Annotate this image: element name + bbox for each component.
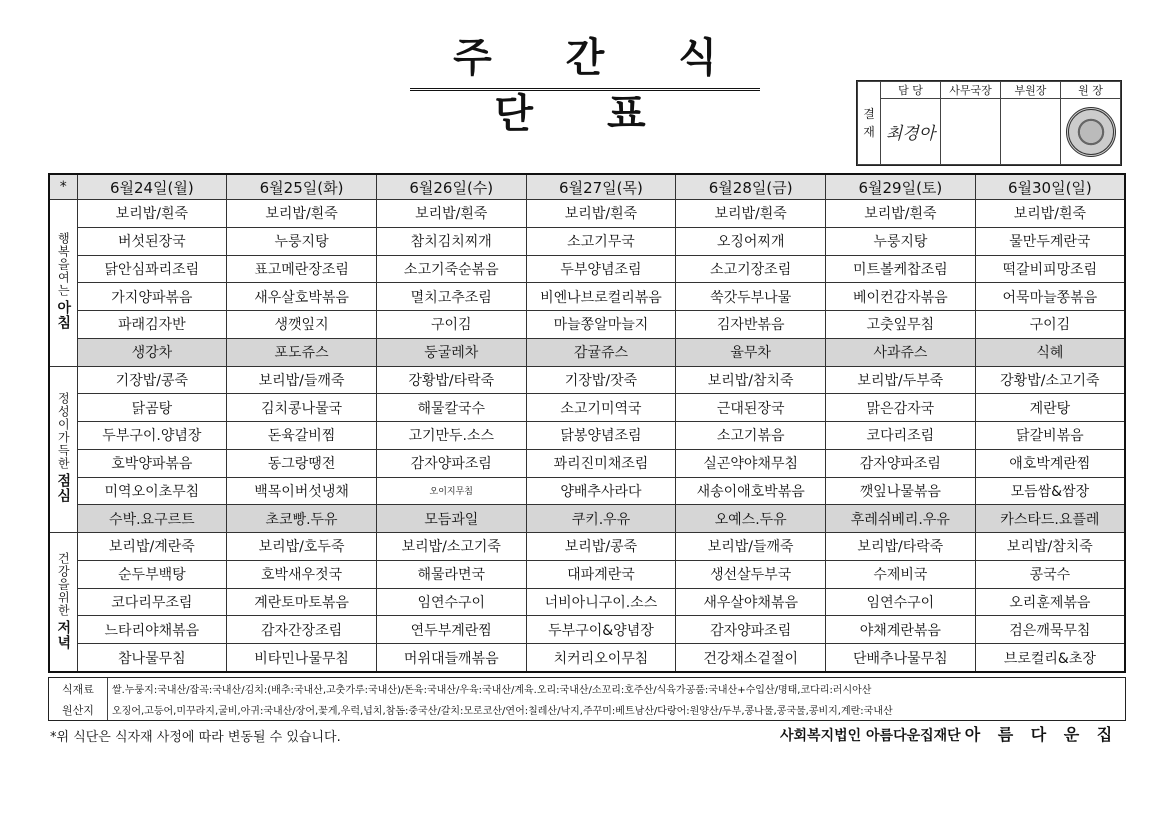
day-header: 6월25일(화) [227, 174, 377, 200]
menu-cell: 김자반볶음 [676, 311, 826, 339]
menu-cell: 감자양파조림 [826, 449, 976, 477]
menu-cell: 보리밥/들깨죽 [227, 366, 377, 394]
menu-cell: 두부양념조림 [526, 255, 676, 283]
menu-cell: 김치콩나물국 [227, 394, 377, 422]
menu-row [49, 338, 1125, 366]
menu-cell: 보리밥/들깨죽 [676, 533, 826, 561]
menu-cell: 두부구이&양념장 [526, 616, 676, 644]
menu-cell: 임연수구이 [376, 588, 526, 616]
menu-cell: 마늘쫑알마늘지 [526, 311, 676, 339]
menu-cell: 보리밥/흰죽 [376, 200, 526, 228]
menu-cell: 보리밥/타락죽 [826, 533, 976, 561]
day-header: 6월26일(수) [376, 174, 526, 200]
menu-cell: 단배추나물무침 [826, 644, 976, 673]
menu-cell: 기장밥/콩죽 [77, 366, 227, 394]
menu-cell: 닭곰탕 [77, 394, 227, 422]
menu-cell: 생강차 [77, 338, 227, 366]
menu-cell: 새우살호박볶음 [227, 283, 377, 311]
menu-cell: 참치김치찌개 [376, 227, 526, 255]
menu-row [49, 422, 1125, 450]
menu-cell: 근대된장국 [676, 394, 826, 422]
menu-cell: 포도쥬스 [227, 338, 377, 366]
menu-cell: 율무차 [676, 338, 826, 366]
menu-cell: 감귤쥬스 [526, 338, 676, 366]
menu-cell: 고기만두.소스 [376, 422, 526, 450]
menu-cell: 카스타드.요플레 [975, 505, 1125, 533]
menu-cell: 실곤약야채무침 [676, 449, 826, 477]
approval-seal-cell [1061, 99, 1121, 165]
menu-cell: 고춧잎무침 [826, 311, 976, 339]
meal-label-name: 아침 [55, 300, 72, 331]
menu-cell: 보리밥/흰죽 [526, 200, 676, 228]
menu-cell: 코다리무조림 [77, 588, 227, 616]
menu-row [49, 477, 1125, 505]
origin-label-origin: 원산지 [49, 699, 108, 720]
menu-cell: 검은깨묵무침 [975, 616, 1125, 644]
menu-cell: 표고메란장조림 [227, 255, 377, 283]
menu-cell: 버섯된장국 [77, 227, 227, 255]
menu-cell: 느타리야채볶음 [77, 616, 227, 644]
menu-cell: 꽈리진미채조림 [526, 449, 676, 477]
meal-label [49, 533, 77, 673]
menu-cell: 비타민나물무침 [227, 644, 377, 673]
menu-cell: 너비아니구이.소스 [526, 588, 676, 616]
menu-cell: 생선살두부국 [676, 560, 826, 588]
menu-row [49, 283, 1125, 311]
menu-cell: 동그랑땡전 [227, 449, 377, 477]
menu-cell: 보리밥/흰죽 [975, 200, 1125, 228]
menu-cell: 수제비국 [826, 560, 976, 588]
menu-cell: 누룽지탕 [227, 227, 377, 255]
menu-cell: 쑥갓두부나물 [676, 283, 826, 311]
menu-cell: 감자간장조림 [227, 616, 377, 644]
menu-cell: 오예스.두유 [676, 505, 826, 533]
menu-cell: 가지양파볶음 [77, 283, 227, 311]
menu-cell: 맑은감자국 [826, 394, 976, 422]
menu-cell: 쿠키.우유 [526, 505, 676, 533]
menu-cell: 야채계란볶음 [826, 616, 976, 644]
organization-prefix: 사회복지법인 아름다운집재단 [780, 728, 961, 744]
menu-row [49, 200, 1125, 228]
day-header-row [49, 174, 1125, 200]
menu-cell: 보리밥/콩죽 [526, 533, 676, 561]
menu-cell: 돈육갈비찜 [227, 422, 377, 450]
menu-cell: 모듬과일 [376, 505, 526, 533]
menu-cell: 소고기미역국 [526, 394, 676, 422]
menu-cell: 두부구이.양념장 [77, 422, 227, 450]
menu-cell: 대파계란국 [526, 560, 676, 588]
menu-cell: 사과쥬스 [826, 338, 976, 366]
menu-row [49, 588, 1125, 616]
menu-cell: 보리밥/계란죽 [77, 533, 227, 561]
day-header: 6월30일(일) [975, 174, 1125, 200]
day-header: 6월29일(토) [826, 174, 976, 200]
menu-cell: 닭안심꽈리조림 [77, 255, 227, 283]
approval-empty-cell [941, 99, 1001, 165]
menu-row [49, 560, 1125, 588]
meal-label [49, 200, 77, 367]
menu-cell: 감자양파조림 [376, 449, 526, 477]
menu-cell: 콩국수 [975, 560, 1125, 588]
meal-label-name: 점심 [55, 473, 72, 504]
meal-label-caption: 건강을위한 [56, 551, 71, 617]
menu-row [49, 255, 1125, 283]
approval-header-secretary: 사무국장 [941, 82, 1001, 99]
ingredient-origin-box [48, 677, 1126, 721]
menu-cell: 보리밥/흰죽 [676, 200, 826, 228]
menu-cell: 백목이버섯냉채 [227, 477, 377, 505]
day-header: 6월27일(목) [526, 174, 676, 200]
approval-side-label: 결재 [858, 82, 881, 165]
menu-cell: 비엔나브로컬리볶음 [526, 283, 676, 311]
menu-row [49, 533, 1125, 561]
menu-cell: 후레쉬베리.우유 [826, 505, 976, 533]
menu-cell: 누룽지탕 [826, 227, 976, 255]
menu-cell: 식혜 [975, 338, 1125, 366]
menu-cell: 참나물무침 [77, 644, 227, 673]
menu-cell: 보리밥/소고기죽 [376, 533, 526, 561]
menu-cell: 계란토마토볶음 [227, 588, 377, 616]
menu-cell: 코다리조림 [826, 422, 976, 450]
menu-cell: 양배추사라다 [526, 477, 676, 505]
menu-row [49, 366, 1125, 394]
menu-row [49, 644, 1125, 673]
menu-cell: 강황밥/타락죽 [376, 366, 526, 394]
menu-cell: 모듬쌈&쌈장 [975, 477, 1125, 505]
menu-cell: 미역오이초무침 [77, 477, 227, 505]
menu-cell: 브로컬리&초장 [975, 644, 1125, 673]
approval-header-manager: 담 당 [881, 82, 941, 99]
menu-cell: 소고기무국 [526, 227, 676, 255]
menu-cell: 기장밥/잣죽 [526, 366, 676, 394]
menu-cell: 파래김자반 [77, 311, 227, 339]
menu-cell: 보리밥/흰죽 [826, 200, 976, 228]
meal-label-name: 저녁 [55, 619, 72, 650]
menu-cell: 강황밥/소고기죽 [975, 366, 1125, 394]
menu-cell: 머위대들깨볶음 [376, 644, 526, 673]
origin-label-ingredient: 식재료 [49, 678, 108, 699]
menu-cell: 소고기장조림 [676, 255, 826, 283]
menu-cell: 연두부계란찜 [376, 616, 526, 644]
organization-title: 아 름 다 운 집 [964, 725, 1119, 744]
day-header: 6월28일(금) [676, 174, 826, 200]
menu-cell: 멸치고추조림 [376, 283, 526, 311]
menu-cell: 오리훈제볶음 [975, 588, 1125, 616]
menu-cell: 해물칼국수 [376, 394, 526, 422]
menu-row [49, 394, 1125, 422]
menu-row [49, 449, 1125, 477]
menu-cell: 새송이애호박볶음 [676, 477, 826, 505]
menu-row [49, 311, 1125, 339]
menu-row [49, 616, 1125, 644]
menu-cell: 건강채소겉절이 [676, 644, 826, 673]
menu-cell: 구이김 [975, 311, 1125, 339]
approval-signature: 최경아 [881, 99, 941, 165]
menu-cell: 보리밥/흰죽 [77, 200, 227, 228]
menu-cell: 보리밥/두부죽 [826, 366, 976, 394]
weekly-menu-table [48, 173, 1126, 673]
menu-cell: 초코빵.두유 [227, 505, 377, 533]
official-seal-icon [1066, 107, 1116, 157]
menu-cell: 보리밥/참치죽 [975, 533, 1125, 561]
menu-cell: 애호박계란찜 [975, 449, 1125, 477]
menu-cell: 생깻잎지 [227, 311, 377, 339]
menu-cell: 해물라면국 [376, 560, 526, 588]
menu-cell: 깻잎나물볶음 [826, 477, 976, 505]
origin-line: 오징어,고등어,미꾸라지,굴비,아귀:국내산/장어,꽃게,우럭,넙치,참돔:중국산/갈치:모로코산/연어:칠레산/낙지,주꾸미:베트남산/다랑어:원양산/두부,콩나물,콩국물,콩비지,계란:국내산 [112, 706, 893, 717]
origin-line: 쌀.누룽지:국내산/잡곡:국내산/김치:(배추:국내산,고춧가루:국내산)/돈육:국내산/우육:국내산/계육.오리:국내산/소꼬리:호주산/식육가공품:국내산+수입산/명태,코다리:러시아산 [112, 685, 872, 696]
menu-cell: 감자양파조림 [676, 616, 826, 644]
menu-cell: 순두부백탕 [77, 560, 227, 588]
page-title: 주 간 식 단 표 [410, 30, 760, 91]
menu-cell: 보리밥/호두죽 [227, 533, 377, 561]
menu-cell: 소고기볶음 [676, 422, 826, 450]
menu-cell: 어묵마늘쫑볶음 [975, 283, 1125, 311]
approval-header-vice-director: 부원장 [1001, 82, 1061, 99]
menu-cell: 치커리오이무침 [526, 644, 676, 673]
day-header: 6월24일(월) [77, 174, 227, 200]
organization-name [780, 722, 1118, 745]
menu-cell: 새우살야채볶음 [676, 588, 826, 616]
menu-cell: 미트볼케찹조림 [826, 255, 976, 283]
menu-cell: 오징어찌개 [676, 227, 826, 255]
menu-cell: 보리밥/흰죽 [227, 200, 377, 228]
menu-cell: 구이김 [376, 311, 526, 339]
meal-label-caption: 정성이가득한 [56, 392, 71, 471]
menu-cell: 닭봉양념조림 [526, 422, 676, 450]
menu-cell: 물만두계란국 [975, 227, 1125, 255]
menu-cell: 소고기죽순볶음 [376, 255, 526, 283]
meal-label-caption: 행복을여는 [56, 232, 71, 298]
menu-cell: 수박.요구르트 [77, 505, 227, 533]
menu-cell: 떡갈비피망조림 [975, 255, 1125, 283]
menu-cell: 베이컨감자볶음 [826, 283, 976, 311]
menu-cell: 보리밥/참치죽 [676, 366, 826, 394]
menu-cell: 오이지무침 [376, 477, 526, 505]
menu-cell: 닭갈비볶음 [975, 422, 1125, 450]
approval-header-director: 원 장 [1061, 82, 1121, 99]
corner-cell: * [49, 174, 77, 200]
menu-cell: 계란탕 [975, 394, 1125, 422]
menu-cell: 호박양파볶음 [77, 449, 227, 477]
approval-box [856, 80, 1122, 166]
menu-row [49, 505, 1125, 533]
menu-cell: 둥굴레차 [376, 338, 526, 366]
menu-row [49, 227, 1125, 255]
menu-cell: 호박새우젓국 [227, 560, 377, 588]
approval-empty-cell [1001, 99, 1061, 165]
meal-label [49, 366, 77, 533]
change-notice: *위 식단은 식자재 사정에 따라 변동될 수 있습니다. [50, 730, 341, 745]
menu-cell: 임연수구이 [826, 588, 976, 616]
